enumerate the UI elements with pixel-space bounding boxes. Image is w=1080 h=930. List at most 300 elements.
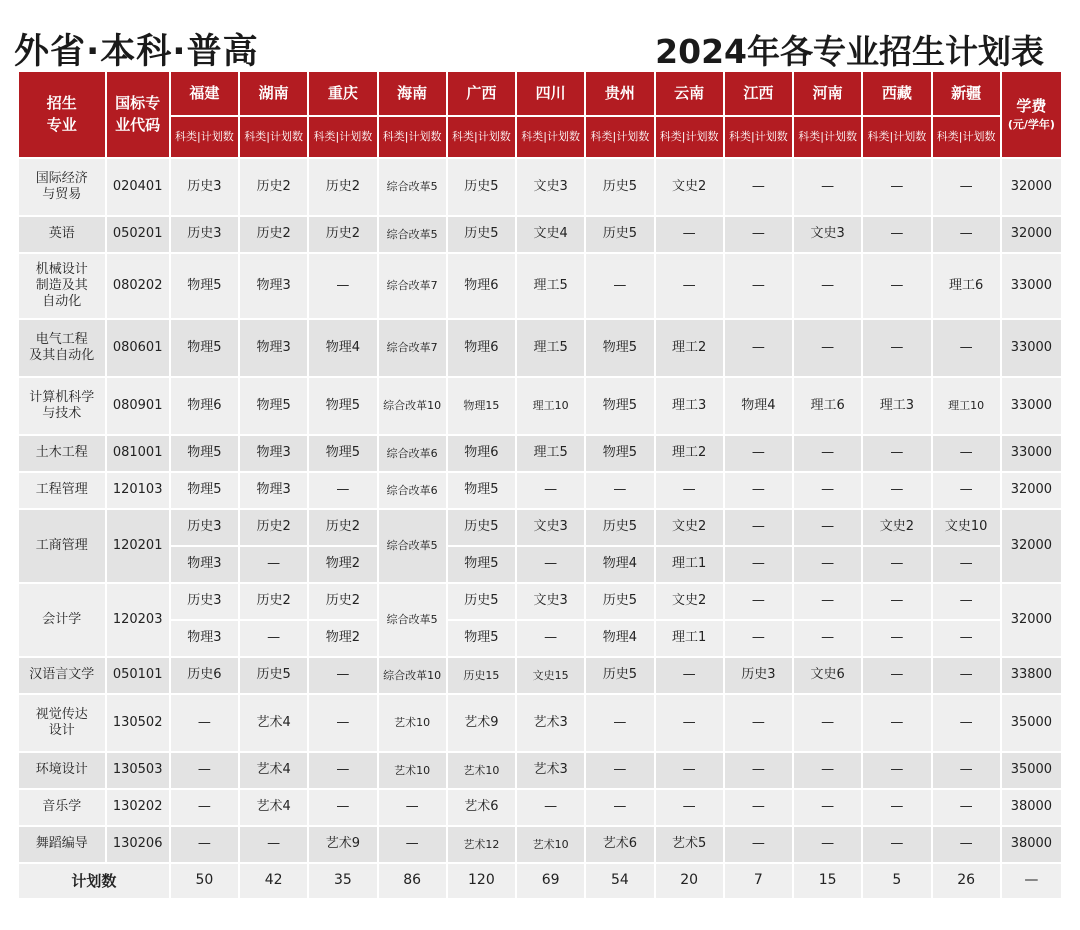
plan-cell: — [656, 658, 723, 693]
plan-cell: 历史15 [448, 658, 515, 693]
plan-cell: 理工6 [794, 378, 861, 434]
major-code-cell: 120203 [107, 584, 169, 656]
plan-cell: 理工5 [517, 254, 584, 318]
plan-cell: — [725, 254, 792, 318]
table-row [19, 695, 1061, 751]
plan-cell: 历史2 [240, 584, 307, 619]
total-value: 42 [240, 864, 307, 898]
major-code-cell: 130502 [107, 695, 169, 751]
plan-cell: 综合改革6 [379, 436, 446, 471]
plan-cell: 物理5 [240, 378, 307, 434]
major-code-cell: 081001 [107, 436, 169, 471]
plan-cell: 艺术6 [586, 827, 653, 862]
plan-cell: — [725, 473, 792, 508]
major-name-cell: 电气工程 及其自动化 [19, 320, 105, 376]
plan-cell: — [379, 790, 446, 825]
plan-cell: — [656, 254, 723, 318]
plan-cell: 综合改革10 [379, 378, 446, 434]
table-row [19, 217, 1061, 252]
plan-cell: 物理4 [586, 547, 653, 582]
plan-cell: 物理4 [725, 378, 792, 434]
plan-cell: 理工3 [863, 378, 930, 434]
plan-cell: — [794, 320, 861, 376]
plan-cell: 理工2 [656, 320, 723, 376]
plan-cell: — [863, 254, 930, 318]
plan-cell: 艺术10 [379, 695, 446, 751]
plan-cell: — [240, 827, 307, 862]
plan-cell: 文史4 [517, 217, 584, 252]
plan-cell: — [656, 695, 723, 751]
plan-cell: — [933, 790, 1000, 825]
major-code-cell: 080202 [107, 254, 169, 318]
plan-cell: 历史2 [240, 510, 307, 545]
header-province: 河南 [794, 72, 861, 115]
plan-cell: — [863, 217, 930, 252]
plan-cell: — [725, 753, 792, 788]
plan-cell: — [309, 790, 376, 825]
plan-cell: — [725, 510, 792, 545]
plan-cell: — [933, 695, 1000, 751]
plan-cell: 历史3 [171, 159, 238, 215]
plan-cell: 物理3 [171, 547, 238, 582]
fee-cell: 38000 [1002, 790, 1061, 825]
total-label: 计划数 [19, 864, 169, 898]
table-row [19, 510, 1061, 545]
plan-cell: 文史2 [656, 584, 723, 619]
plan-cell: 综合改革5 [379, 159, 446, 215]
plan-cell: 艺术4 [240, 753, 307, 788]
major-name-cell: 计算机科学 与技术 [19, 378, 105, 434]
fee-cell: 35000 [1002, 695, 1061, 751]
plan-cell: — [794, 790, 861, 825]
fee-cell: 35000 [1002, 753, 1061, 788]
plan-cell: 综合改革10 [379, 658, 446, 693]
plan-cell: — [171, 695, 238, 751]
plan-cell: 物理5 [586, 320, 653, 376]
plan-cell: 历史6 [171, 658, 238, 693]
plan-cell: 历史3 [171, 584, 238, 619]
plan-cell: 艺术12 [448, 827, 515, 862]
plan-cell: — [586, 473, 653, 508]
plan-cell: 文史3 [517, 159, 584, 215]
major-code-cell: 130202 [107, 790, 169, 825]
plan-cell: — [725, 547, 792, 582]
plan-cell: 历史5 [586, 159, 653, 215]
major-name-cell: 音乐学 [19, 790, 105, 825]
plan-cell: — [379, 827, 446, 862]
page-title-left: 外省·本科·普高 [14, 32, 259, 72]
table-body [19, 159, 1061, 862]
plan-cell: — [309, 473, 376, 508]
plan-cell: — [656, 753, 723, 788]
plan-cell: — [863, 753, 930, 788]
plan-cell: 物理5 [586, 436, 653, 471]
plan-cell: — [309, 254, 376, 318]
plan-cell: — [794, 159, 861, 215]
header-major: 招生 专业 [19, 72, 105, 157]
major-name-cell: 土木工程 [19, 436, 105, 471]
plan-cell: 理工6 [933, 254, 1000, 318]
plan-cell: — [933, 320, 1000, 376]
plan-cell: — [725, 695, 792, 751]
plan-cell: — [933, 827, 1000, 862]
plan-cell: 艺术9 [448, 695, 515, 751]
plan-cell: 物理5 [171, 473, 238, 508]
major-name-cell: 视觉传达 设计 [19, 695, 105, 751]
plan-cell: — [586, 753, 653, 788]
header-subheader: 科类|计划数 [379, 117, 446, 157]
plan-cell: 历史5 [448, 510, 515, 545]
header-subheader: 科类|计划数 [794, 117, 861, 157]
plan-cell: 物理5 [448, 621, 515, 656]
plan-cell: 文史3 [517, 510, 584, 545]
header-subheader: 科类|计划数 [586, 117, 653, 157]
plan-cell: — [794, 436, 861, 471]
plan-cell: 物理6 [448, 436, 515, 471]
plan-cell: 理工10 [517, 378, 584, 434]
plan-cell: 物理6 [448, 254, 515, 318]
plan-cell: — [933, 473, 1000, 508]
total-value: 20 [656, 864, 723, 898]
plan-cell: 艺术10 [517, 827, 584, 862]
major-code-cell: 050201 [107, 217, 169, 252]
fee-cell: 32000 [1002, 584, 1061, 656]
table-row [19, 159, 1061, 215]
major-code-cell: 120103 [107, 473, 169, 508]
fee-cell: 38000 [1002, 827, 1061, 862]
fee-cell: 33800 [1002, 658, 1061, 693]
table-footer [19, 864, 1061, 898]
header-province: 福建 [171, 72, 238, 115]
major-code-cell: 130206 [107, 827, 169, 862]
plan-cell: — [309, 753, 376, 788]
plan-cell: 历史5 [448, 217, 515, 252]
plan-cell: 文史2 [656, 510, 723, 545]
plan-cell: — [863, 473, 930, 508]
plan-cell: 文史3 [517, 584, 584, 619]
plan-cell: 历史2 [309, 217, 376, 252]
fee-cell: 32000 [1002, 159, 1061, 215]
plan-cell: 综合改革5 [379, 510, 446, 582]
plan-cell: 理工1 [656, 621, 723, 656]
header-province: 云南 [656, 72, 723, 115]
plan-cell: — [794, 254, 861, 318]
plan-cell: 物理3 [171, 621, 238, 656]
header-province: 重庆 [309, 72, 376, 115]
plan-cell: — [725, 436, 792, 471]
table-row [19, 320, 1061, 376]
plan-cell: 历史3 [171, 217, 238, 252]
plan-cell: — [863, 159, 930, 215]
plan-cell: — [517, 547, 584, 582]
plan-cell: 历史5 [448, 159, 515, 215]
plan-cell: 综合改革6 [379, 473, 446, 508]
plan-cell: 历史2 [309, 584, 376, 619]
table-row [19, 621, 1061, 656]
major-name-cell: 机械设计 制造及其 自动化 [19, 254, 105, 318]
plan-cell: 历史2 [309, 159, 376, 215]
plan-cell: 艺术5 [656, 827, 723, 862]
plan-cell: — [517, 621, 584, 656]
header-subheader: 科类|计划数 [309, 117, 376, 157]
total-value: 54 [586, 864, 653, 898]
plan-cell: — [656, 217, 723, 252]
header-subheader: 科类|计划数 [517, 117, 584, 157]
plan-cell: — [794, 827, 861, 862]
header-subheader: 科类|计划数 [240, 117, 307, 157]
header-fee-unit: (元/学年) [1007, 118, 1055, 131]
header-row-provinces [19, 72, 1061, 115]
total-value: 120 [448, 864, 515, 898]
plan-cell: — [656, 473, 723, 508]
plan-cell: 物理3 [240, 320, 307, 376]
plan-cell: — [794, 753, 861, 788]
plan-cell: — [863, 436, 930, 471]
plan-cell: 物理6 [171, 378, 238, 434]
fee-cell: 32000 [1002, 217, 1061, 252]
plan-cell: 理工3 [656, 378, 723, 434]
header-subheader: 科类|计划数 [725, 117, 792, 157]
plan-cell: 历史2 [240, 217, 307, 252]
header-province: 新疆 [933, 72, 1000, 115]
plan-cell: — [586, 695, 653, 751]
major-code-cell: 020401 [107, 159, 169, 215]
plan-cell: — [725, 159, 792, 215]
total-value: 50 [171, 864, 238, 898]
plan-cell: 理工2 [656, 436, 723, 471]
plan-cell: — [171, 827, 238, 862]
plan-cell: 文史10 [933, 510, 1000, 545]
plan-cell: — [933, 436, 1000, 471]
header-province: 西藏 [863, 72, 930, 115]
header-subheader: 科类|计划数 [863, 117, 930, 157]
table-row [19, 378, 1061, 434]
plan-cell: — [725, 217, 792, 252]
plan-cell: 艺术4 [240, 790, 307, 825]
plan-cell: 文史2 [656, 159, 723, 215]
plan-cell: — [863, 790, 930, 825]
table-row [19, 658, 1061, 693]
plan-cell: 物理5 [448, 473, 515, 508]
plan-cell: — [794, 510, 861, 545]
plan-cell: 物理3 [240, 436, 307, 471]
fee-cell: 33000 [1002, 254, 1061, 318]
plan-cell: — [240, 547, 307, 582]
plan-cell: 物理4 [309, 320, 376, 376]
plan-cell: — [933, 621, 1000, 656]
major-name-cell: 工程管理 [19, 473, 105, 508]
plan-cell: — [171, 753, 238, 788]
major-name-cell: 环境设计 [19, 753, 105, 788]
plan-cell: — [863, 584, 930, 619]
header-subheader: 科类|计划数 [656, 117, 723, 157]
plan-cell: 理工5 [517, 436, 584, 471]
plan-cell: — [933, 159, 1000, 215]
plan-cell: — [725, 790, 792, 825]
plan-cell: 物理5 [171, 436, 238, 471]
header-province: 四川 [517, 72, 584, 115]
plan-cell: — [517, 790, 584, 825]
plan-cell: 理工5 [517, 320, 584, 376]
plan-cell: 物理6 [448, 320, 515, 376]
table-row [19, 473, 1061, 508]
plan-cell: 历史3 [171, 510, 238, 545]
major-code-cell: 080901 [107, 378, 169, 434]
plan-cell: 历史5 [586, 217, 653, 252]
plan-cell: 物理5 [309, 378, 376, 434]
plan-cell: 艺术3 [517, 753, 584, 788]
plan-cell: — [933, 658, 1000, 693]
plan-cell: 综合改革5 [379, 217, 446, 252]
plan-cell: — [725, 584, 792, 619]
plan-cell: — [586, 254, 653, 318]
plan-cell: 艺术4 [240, 695, 307, 751]
plan-cell: 艺术6 [448, 790, 515, 825]
header-province: 广西 [448, 72, 515, 115]
plan-cell: — [863, 320, 930, 376]
table-header [19, 72, 1061, 157]
header-fee [1002, 72, 1061, 157]
header-province: 江西 [725, 72, 792, 115]
total-value: 15 [794, 864, 861, 898]
header-province: 海南 [379, 72, 446, 115]
plan-cell: — [725, 827, 792, 862]
total-value: 35 [309, 864, 376, 898]
plan-cell: 历史5 [586, 584, 653, 619]
fee-cell: 33000 [1002, 320, 1061, 376]
major-code-cell: 120201 [107, 510, 169, 582]
fee-cell: 32000 [1002, 473, 1061, 508]
plan-cell: 物理2 [309, 547, 376, 582]
major-name-cell: 会计学 [19, 584, 105, 656]
major-name-cell: 国际经济 与贸易 [19, 159, 105, 215]
plan-cell: — [933, 217, 1000, 252]
major-name-cell: 英语 [19, 217, 105, 252]
plan-cell: 物理3 [240, 254, 307, 318]
plan-cell: 综合改革7 [379, 254, 446, 318]
major-name-cell: 汉语言文学 [19, 658, 105, 693]
plan-cell: 物理3 [240, 473, 307, 508]
major-code-cell: 080601 [107, 320, 169, 376]
plan-cell: — [794, 547, 861, 582]
plan-cell: 文史2 [863, 510, 930, 545]
plan-cell: 物理5 [171, 254, 238, 318]
plan-cell: — [863, 695, 930, 751]
fee-cell: 33000 [1002, 436, 1061, 471]
table-row [19, 547, 1061, 582]
plan-cell: — [933, 547, 1000, 582]
plan-cell: — [794, 621, 861, 656]
plan-cell: 历史5 [240, 658, 307, 693]
fee-cell: 32000 [1002, 510, 1061, 582]
plan-cell: 物理2 [309, 621, 376, 656]
plan-cell: — [171, 790, 238, 825]
table-row [19, 254, 1061, 318]
total-value: 26 [933, 864, 1000, 898]
table-row [19, 790, 1061, 825]
major-name-cell: 工商管理 [19, 510, 105, 582]
enrollment-plan-table [17, 70, 1063, 900]
plan-cell: 物理15 [448, 378, 515, 434]
header-subheader: 科类|计划数 [448, 117, 515, 157]
plan-cell: — [933, 584, 1000, 619]
header-fee-label: 学费 [1016, 97, 1047, 116]
plan-cell: 艺术10 [379, 753, 446, 788]
plan-cell: 综合改革5 [379, 584, 446, 656]
plan-cell: — [794, 695, 861, 751]
table-row [19, 827, 1061, 862]
plan-cell: 物理5 [586, 378, 653, 434]
plan-cell: — [863, 547, 930, 582]
plan-cell: 历史3 [725, 658, 792, 693]
plan-cell: 历史2 [309, 510, 376, 545]
plan-cell: — [725, 621, 792, 656]
header-code: 国标专 业代码 [107, 72, 169, 157]
major-code-cell: 130503 [107, 753, 169, 788]
total-fee: — [1002, 864, 1061, 898]
plan-cell: — [725, 320, 792, 376]
plan-cell: 物理5 [171, 320, 238, 376]
plan-cell: — [794, 584, 861, 619]
major-code-cell: 050101 [107, 658, 169, 693]
plan-cell: 历史5 [586, 658, 653, 693]
plan-cell: 理工10 [933, 378, 1000, 434]
plan-cell: 艺术9 [309, 827, 376, 862]
plan-cell: 艺术3 [517, 695, 584, 751]
fee-cell: 33000 [1002, 378, 1061, 434]
plan-cell: — [794, 473, 861, 508]
table-row [19, 753, 1061, 788]
plan-cell: — [240, 621, 307, 656]
total-value: 69 [517, 864, 584, 898]
plan-cell: — [586, 790, 653, 825]
plan-cell: — [309, 695, 376, 751]
major-name-cell: 舞蹈编导 [19, 827, 105, 862]
plan-cell: 艺术10 [448, 753, 515, 788]
total-value: 5 [863, 864, 930, 898]
plan-cell: 文史3 [794, 217, 861, 252]
page-title-right: 2024年各专业招生计划表 [655, 32, 1044, 71]
plan-cell: 文史15 [517, 658, 584, 693]
header-subheader: 科类|计划数 [171, 117, 238, 157]
plan-cell: 物理5 [309, 436, 376, 471]
plan-cell: 理工1 [656, 547, 723, 582]
plan-cell: — [863, 827, 930, 862]
header-province: 湖南 [240, 72, 307, 115]
plan-cell: — [656, 790, 723, 825]
plan-cell: 历史5 [448, 584, 515, 619]
plan-cell: 历史5 [586, 510, 653, 545]
plan-cell: 综合改革7 [379, 320, 446, 376]
plan-cell: 历史2 [240, 159, 307, 215]
total-value: 7 [725, 864, 792, 898]
plan-cell: 文史6 [794, 658, 861, 693]
header-subheader: 科类|计划数 [933, 117, 1000, 157]
table-row [19, 584, 1061, 619]
plan-cell: — [517, 473, 584, 508]
plan-cell: 物理4 [586, 621, 653, 656]
table-row [19, 436, 1061, 471]
plan-cell: — [863, 621, 930, 656]
plan-cell: — [309, 658, 376, 693]
header-row-sub [19, 117, 1061, 157]
plan-cell: — [863, 658, 930, 693]
plan-cell: 物理5 [448, 547, 515, 582]
total-row [19, 864, 1061, 898]
plan-cell: — [933, 753, 1000, 788]
total-value: 86 [379, 864, 446, 898]
header-province: 贵州 [586, 72, 653, 115]
